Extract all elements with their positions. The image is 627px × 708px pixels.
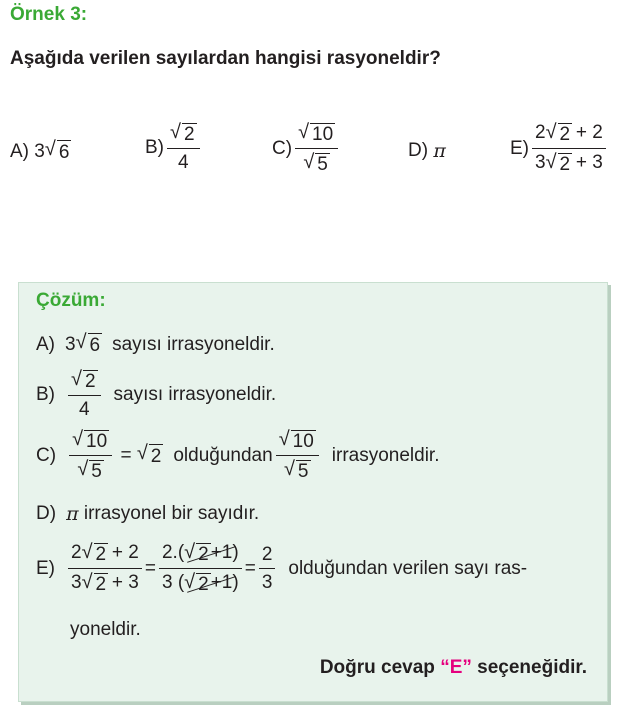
answer-line	[320, 657, 587, 679]
solution-e-f1-num-rad: 2	[95, 544, 107, 565]
question-text: Aşağıda verilen sayılardan hangisi rasyoneldir?	[10, 48, 441, 69]
solution-e-equals-2: =	[244, 557, 256, 579]
option-e-num-coef: 2	[535, 122, 546, 143]
option-c-den-radicand: 5	[317, 154, 328, 175]
answer-pre: Doğru cevap	[319, 657, 441, 678]
solution-d	[36, 503, 259, 525]
solution-c-den-radicand: 5	[91, 461, 102, 482]
solution-b	[36, 370, 276, 419]
solution-e-f1-num-tail: + 2	[111, 542, 139, 563]
option-e	[510, 123, 609, 174]
solution-e-f2-num-pre: 2.(	[161, 542, 185, 563]
solution-e-label: E)	[36, 557, 55, 579]
solution-a-radicand: 6	[89, 335, 101, 356]
solution-e-f3-num: 2	[261, 544, 273, 565]
solution-e-f1-num-coef: 2	[71, 542, 82, 563]
solution-e-fraction-1: 2 √ 2 + 2 3 √ 2 + 3	[68, 543, 142, 594]
solution-e	[36, 543, 527, 594]
solution-c-mid-text: olduğundan	[173, 444, 273, 466]
option-b	[145, 123, 203, 172]
solution-e-f2-den-tail: +1)	[210, 572, 239, 593]
solution-e-equals-1: =	[144, 557, 156, 579]
solution-title: Çözüm:	[36, 290, 106, 311]
solution-a-text: sayısı irrasyoneldir.	[112, 334, 275, 355]
answer-post: seçeneğidir.	[471, 657, 587, 678]
option-b-label: B)	[145, 136, 164, 158]
option-a-coef: 3	[34, 141, 45, 162]
solution-c-num-radicand-2: 10	[292, 431, 314, 452]
option-e-label: E)	[510, 137, 529, 159]
solution-e-text: olduğundan verilen sayı ras-	[288, 557, 528, 579]
solution-d-text: irrasyonel bir sayıdır.	[83, 503, 260, 524]
option-e-fraction: 2 √ 2 + 2 3 √ 2 + 3	[532, 123, 606, 174]
solution-e-text-2: yoneldir.	[70, 619, 141, 640]
option-b-fraction: √ 2 4	[167, 123, 200, 172]
solution-c-num-radicand: 10	[86, 431, 108, 452]
solution-a-coef: 3	[65, 334, 76, 355]
solution-e-continuation	[70, 619, 141, 641]
option-a-label: A)	[10, 141, 29, 162]
solution-c-fraction-1: √ 10 √ 5	[69, 430, 112, 481]
solution-b-fraction: √ 2 4	[68, 370, 101, 419]
solution-e-f1-den-tail: + 3	[111, 572, 139, 593]
solution-b-label: B)	[36, 383, 55, 405]
option-d	[408, 140, 446, 162]
option-a-radicand: 6	[58, 142, 70, 163]
option-d-label: D)	[408, 140, 429, 161]
solution-e-f1-den-coef: 3	[71, 572, 82, 593]
option-e-num-tail: + 2	[575, 122, 603, 143]
solution-b-text: sayısı irrasyoneldir.	[113, 383, 277, 405]
option-c	[272, 123, 341, 174]
option-b-num-radicand: 2	[183, 124, 195, 145]
option-b-den: 4	[177, 152, 189, 173]
solution-d-symbol: π	[66, 503, 79, 525]
solution-e-f2-num-tail: +1)	[210, 542, 239, 563]
solution-c: C) √ 10 √ 5 = √ 2 olduğundan √ 10 √ 5 irrasyoneldir.	[36, 428, 440, 482]
option-c-num-radicand: 10	[312, 124, 334, 145]
solution-a-label: A)	[36, 334, 55, 355]
option-c-fraction: √ 10 √ 5	[295, 123, 338, 174]
solution-c-label: C)	[36, 444, 57, 466]
option-e-num-radicand: 2	[559, 124, 571, 145]
option-c-label: C)	[272, 137, 293, 159]
option-a	[10, 140, 71, 164]
example-title: Örnek 3:	[10, 4, 88, 25]
solution-c-fraction-2: √ 10 √ 5	[276, 430, 319, 481]
solution-e-fraction-3	[259, 545, 276, 592]
solution-e-f2-den-pre: 3 (	[161, 572, 185, 593]
solution-e-f2-den-rad: 2	[198, 574, 209, 595]
solution-c-equals: =	[120, 444, 132, 466]
solution-a: A) 3 √ 6 sayısı irrasyoneldir.	[36, 331, 275, 356]
sqrt-symbol: √ 6	[44, 138, 70, 163]
option-e-den-coef: 3	[535, 152, 546, 173]
solution-d-label: D)	[36, 503, 57, 524]
solution-e-f1-den-rad: 2	[95, 574, 107, 595]
solution-e-f2-num-rad: 2	[198, 544, 209, 565]
solution-b-num-radicand: 2	[84, 371, 96, 392]
solution-e-f3-den: 3	[261, 572, 273, 593]
option-d-symbol: π	[433, 140, 446, 162]
solution-c-text: irrasyoneldir.	[331, 444, 440, 466]
answer-highlight: “E”	[440, 657, 472, 678]
solution-b-den: 4	[78, 399, 90, 420]
option-e-den-tail: + 3	[575, 152, 603, 173]
option-e-den-radicand: 2	[559, 154, 571, 175]
solution-c-result-radicand: 2	[150, 445, 162, 467]
solution-e-fraction-2: 2.( √ 2 +1) 3 ( √ 2 +1)	[159, 543, 242, 594]
solution-c-den-radicand-2: 5	[297, 461, 309, 482]
